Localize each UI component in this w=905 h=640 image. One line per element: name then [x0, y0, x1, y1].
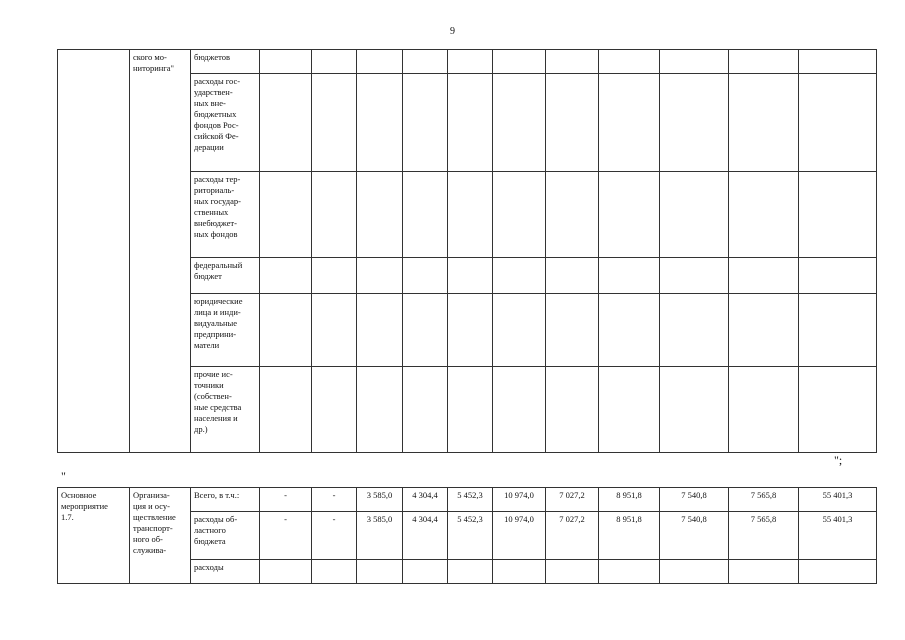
measure-name-cell: ского мо- ниторинга" — [130, 50, 191, 453]
closing-quote: "; — [834, 453, 843, 467]
value-cell: 7 027,2 — [546, 512, 599, 560]
value-cell: 7 565,8 — [729, 488, 799, 512]
upper-table — [57, 49, 877, 453]
table-row — [58, 50, 877, 74]
value-cell: 7 027,2 — [546, 488, 599, 512]
value-cell: 55 401,3 — [799, 512, 877, 560]
value-cell: 3 585,0 — [357, 512, 403, 560]
value-cell: 8 951,8 — [599, 512, 660, 560]
source-cell: Всего, в т.ч.: — [191, 488, 260, 512]
table-row — [58, 488, 877, 512]
value-cell: 7 540,8 — [660, 512, 729, 560]
lower-table — [57, 487, 877, 584]
value-cell: 5 452,3 — [448, 512, 493, 560]
source-cell: прочие ис- точники (собствен- ные средства населения и др.) — [191, 367, 260, 453]
source-cell: расходы — [191, 560, 260, 584]
value-cell: - — [260, 512, 312, 560]
page-number: 9 — [450, 26, 455, 37]
value-cell: 55 401,3 — [799, 488, 877, 512]
measure-cell: Основное мероприятие 1.7. — [58, 488, 130, 584]
empty-cell — [58, 50, 130, 453]
value-cell: - — [312, 512, 357, 560]
value-cell: 4 304,4 — [403, 488, 448, 512]
value-cell: - — [260, 488, 312, 512]
source-cell: бюджетов — [191, 50, 260, 74]
upper-table-body — [58, 50, 877, 453]
source-cell: юридические лица и инди- видуальные предприни- матели — [191, 294, 260, 367]
value-cell: 7 540,8 — [660, 488, 729, 512]
source-cell: расходы гос- ударствен- ных вне- бюджетных фондов Рос- сийской Фе- дерации — [191, 74, 260, 172]
value-cell: 3 585,0 — [357, 488, 403, 512]
value-cell: - — [312, 488, 357, 512]
lower-table-body — [58, 488, 877, 584]
value-cell: 4 304,4 — [403, 512, 448, 560]
source-cell: федеральный бюджет — [191, 258, 260, 294]
value-cell: 7 565,8 — [729, 512, 799, 560]
value-cell: 10 974,0 — [493, 488, 546, 512]
value-cell: 8 951,8 — [599, 488, 660, 512]
value-cell: 5 452,3 — [448, 488, 493, 512]
measure-name-cell: Организа- ция и осу- ществление транспорт- ного об- служива- — [130, 488, 191, 584]
source-cell: расходы тер- риториаль- ных государ- ственных внебюджет- ных фондов — [191, 172, 260, 258]
value-cell: 10 974,0 — [493, 512, 546, 560]
opening-quote: " — [61, 469, 66, 483]
source-cell: расходы об- ластного бюджета — [191, 512, 260, 560]
